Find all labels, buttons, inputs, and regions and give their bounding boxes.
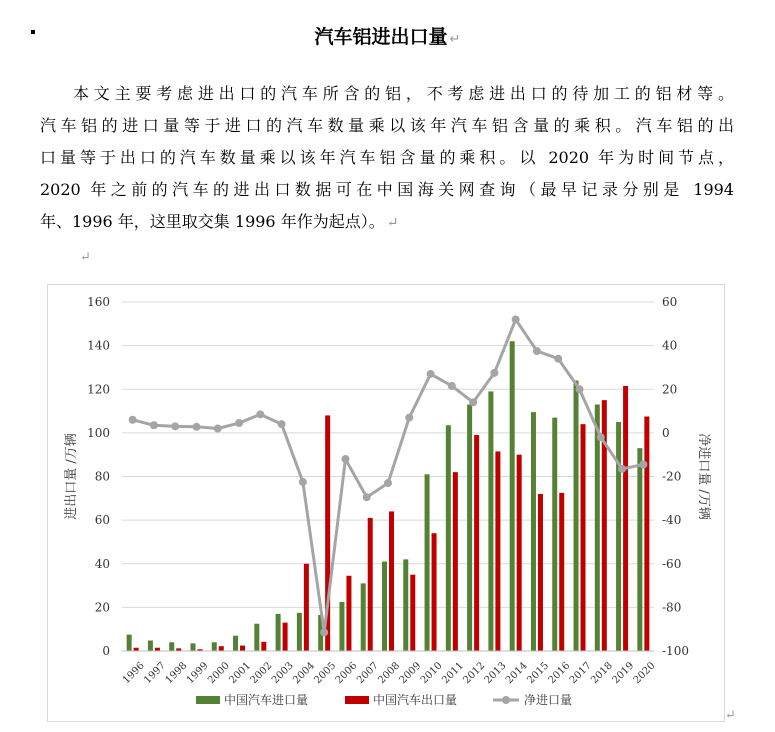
x-tick-label: 2018: [589, 660, 615, 687]
net-import-point: [235, 419, 243, 427]
legend-label-net: 净进口量: [524, 693, 573, 707]
bar-export: [368, 518, 373, 651]
net-import-point: [256, 410, 264, 418]
y2-tick-label: 0: [662, 425, 670, 440]
y-tick-label: 140: [87, 338, 110, 353]
bar-import: [467, 405, 472, 651]
body-paragraph: [40, 78, 734, 238]
bar-export: [261, 642, 266, 651]
net-import-point: [427, 370, 435, 378]
y2-tick-label: 20: [662, 382, 678, 397]
x-tick-label: 2019: [610, 660, 637, 687]
net-import-point: [448, 382, 456, 390]
legend-label-import: 中国汽车进口量: [224, 693, 309, 707]
bar-import: [531, 412, 536, 651]
y2-tick-label: -60: [662, 556, 682, 571]
net-import-point: [512, 315, 520, 323]
bar-import: [574, 381, 579, 651]
bar-export: [517, 455, 522, 651]
x-tick-label: 2007: [355, 660, 381, 687]
bar-import: [254, 624, 259, 651]
bar-import: [361, 583, 366, 651]
bar-import: [552, 418, 557, 651]
net-import-point: [320, 628, 328, 636]
bar-export: [453, 472, 458, 651]
bar-export: [432, 533, 437, 651]
x-tick-label: 1996: [120, 660, 147, 687]
bar-export: [283, 623, 288, 651]
net-import-point: [192, 423, 200, 431]
bar-export: [538, 494, 543, 651]
bar-export: [240, 646, 245, 651]
x-tick-label: 2003: [269, 660, 296, 687]
y2-axis-label: 净进口量 /万辆: [696, 433, 711, 520]
paragraph-mark-icon: ↵: [449, 32, 461, 47]
paragraph-mark-icon: ↵: [386, 215, 399, 231]
legend-swatch-import: [196, 696, 220, 704]
net-import-point: [341, 455, 349, 463]
net-import-point: [469, 398, 477, 406]
bar-import: [595, 405, 600, 651]
paragraph-mark-icon: ↵: [725, 708, 736, 723]
paragraph-line: [40, 206, 734, 238]
y-tick-label: 60: [94, 513, 110, 528]
y2-tick-label: -20: [662, 469, 682, 484]
net-import-point: [150, 421, 158, 429]
x-tick-label: 2006: [333, 660, 360, 687]
bar-import: [297, 613, 302, 651]
paragraph-line: 本文主要考虑进出口的汽车所含的铝，不考虑进出口的待加工的铝材等。: [73, 84, 734, 103]
bar-import: [127, 635, 132, 651]
bar-export: [410, 575, 415, 651]
y-tick-label: 80: [94, 469, 110, 484]
x-tick-label: 1999: [184, 660, 211, 687]
x-tick-label: 2002: [248, 660, 275, 687]
net-import-point: [171, 422, 179, 430]
x-tick-label: 1997: [142, 660, 169, 687]
x-tick-label: 2005: [312, 660, 339, 687]
net-import-point: [554, 355, 562, 363]
y2-tick-label: -80: [662, 600, 682, 615]
paragraph-line: 口量等于出口的汽车数量乘以该年汽车铝含量的乘积。以 2020 年为时间节点，: [40, 148, 734, 167]
bar-import: [169, 642, 174, 651]
y-axis-label: 进出口量 /万辆: [64, 433, 79, 520]
paragraph-last-text: 年、1996 年，这里取交集 1996 年作为起点）。: [40, 212, 385, 231]
x-tick-label: 2015: [525, 660, 552, 687]
y2-tick-label: 60: [662, 295, 678, 309]
section-title: [0, 22, 775, 49]
bar-import: [382, 562, 387, 651]
net-import-point: [129, 416, 137, 424]
x-tick-label: 2013: [482, 660, 509, 687]
x-tick-label: 2008: [376, 660, 403, 687]
x-tick-label: 2011: [440, 660, 466, 687]
bar-import: [403, 559, 408, 651]
y-tick-label: 40: [94, 556, 110, 571]
x-tick-label: 2000: [206, 660, 232, 687]
legend-swatch-export: [345, 696, 369, 704]
bar-import: [510, 341, 515, 651]
net-import-point: [533, 347, 541, 355]
x-tick-label: 1998: [163, 660, 190, 687]
bar-import: [339, 602, 344, 651]
bar-import: [446, 425, 451, 651]
bar-export: [304, 564, 309, 651]
chart-svg: [48, 285, 724, 721]
bar-import: [637, 448, 642, 651]
x-tick-label: 2017: [567, 660, 594, 687]
net-import-point: [405, 414, 413, 422]
y2-tick-label: -100: [662, 644, 689, 658]
net-import-point: [299, 478, 307, 486]
bar-import: [276, 614, 281, 651]
bar-import: [148, 641, 153, 651]
x-tick-label: 2004: [291, 660, 318, 687]
bar-import: [233, 636, 238, 651]
net-import-point: [639, 461, 647, 469]
x-tick-label: 2010: [418, 660, 445, 687]
y2-tick-label: 40: [662, 338, 678, 353]
x-tick-label: 2014: [504, 660, 530, 687]
bar-export: [559, 493, 564, 651]
net-import-point: [597, 433, 605, 441]
bar-export: [389, 511, 394, 651]
x-tick-label: 2001: [227, 660, 254, 687]
bar-import: [616, 422, 621, 651]
x-tick-label: 2009: [397, 660, 424, 687]
bar-import: [212, 642, 217, 651]
y-tick-label: 0: [102, 644, 110, 658]
net-import-point: [384, 479, 392, 487]
y-tick-label: 160: [87, 295, 110, 309]
net-import-point: [618, 465, 626, 473]
net-import-point: [576, 385, 584, 393]
y2-tick-label: -40: [662, 513, 682, 528]
title-text: 汽车铝进出口量: [314, 26, 448, 48]
y-tick-label: 100: [87, 425, 110, 440]
x-tick-label: 2020: [631, 660, 658, 687]
chart-container: [47, 284, 725, 722]
bar-import: [425, 474, 430, 651]
bar-export: [623, 386, 628, 651]
bar-export: [495, 451, 500, 651]
legend-label-export: 中国汽车出口量: [373, 693, 458, 707]
paragraph-mark-icon: ↵: [80, 250, 91, 265]
bar-export: [474, 435, 479, 651]
net-import-point: [490, 369, 498, 377]
net-import-line: [133, 319, 644, 632]
y-tick-label: 120: [87, 382, 110, 397]
bar-import: [190, 643, 195, 651]
x-tick-label: 2012: [461, 660, 488, 687]
net-import-point: [278, 420, 286, 428]
net-import-point: [363, 493, 371, 501]
paragraph-line: 汽车铝的进口量等于进口的汽车数量乘以该年汽车铝含量的乘积。汽车铝的出: [40, 116, 734, 135]
paragraph-line: 2020 年之前的汽车的进出口数据可在中国海关网查询（最早记录分别是 1994: [40, 180, 734, 199]
y-tick-label: 20: [94, 600, 110, 615]
net-import-point: [214, 425, 222, 433]
x-tick-label: 2016: [546, 660, 573, 687]
bar-export: [644, 417, 649, 651]
bar-export: [581, 424, 586, 651]
bar-import: [488, 391, 493, 651]
legend-marker-net: [502, 696, 510, 704]
bar-export: [219, 646, 224, 651]
bar-export: [346, 576, 351, 651]
